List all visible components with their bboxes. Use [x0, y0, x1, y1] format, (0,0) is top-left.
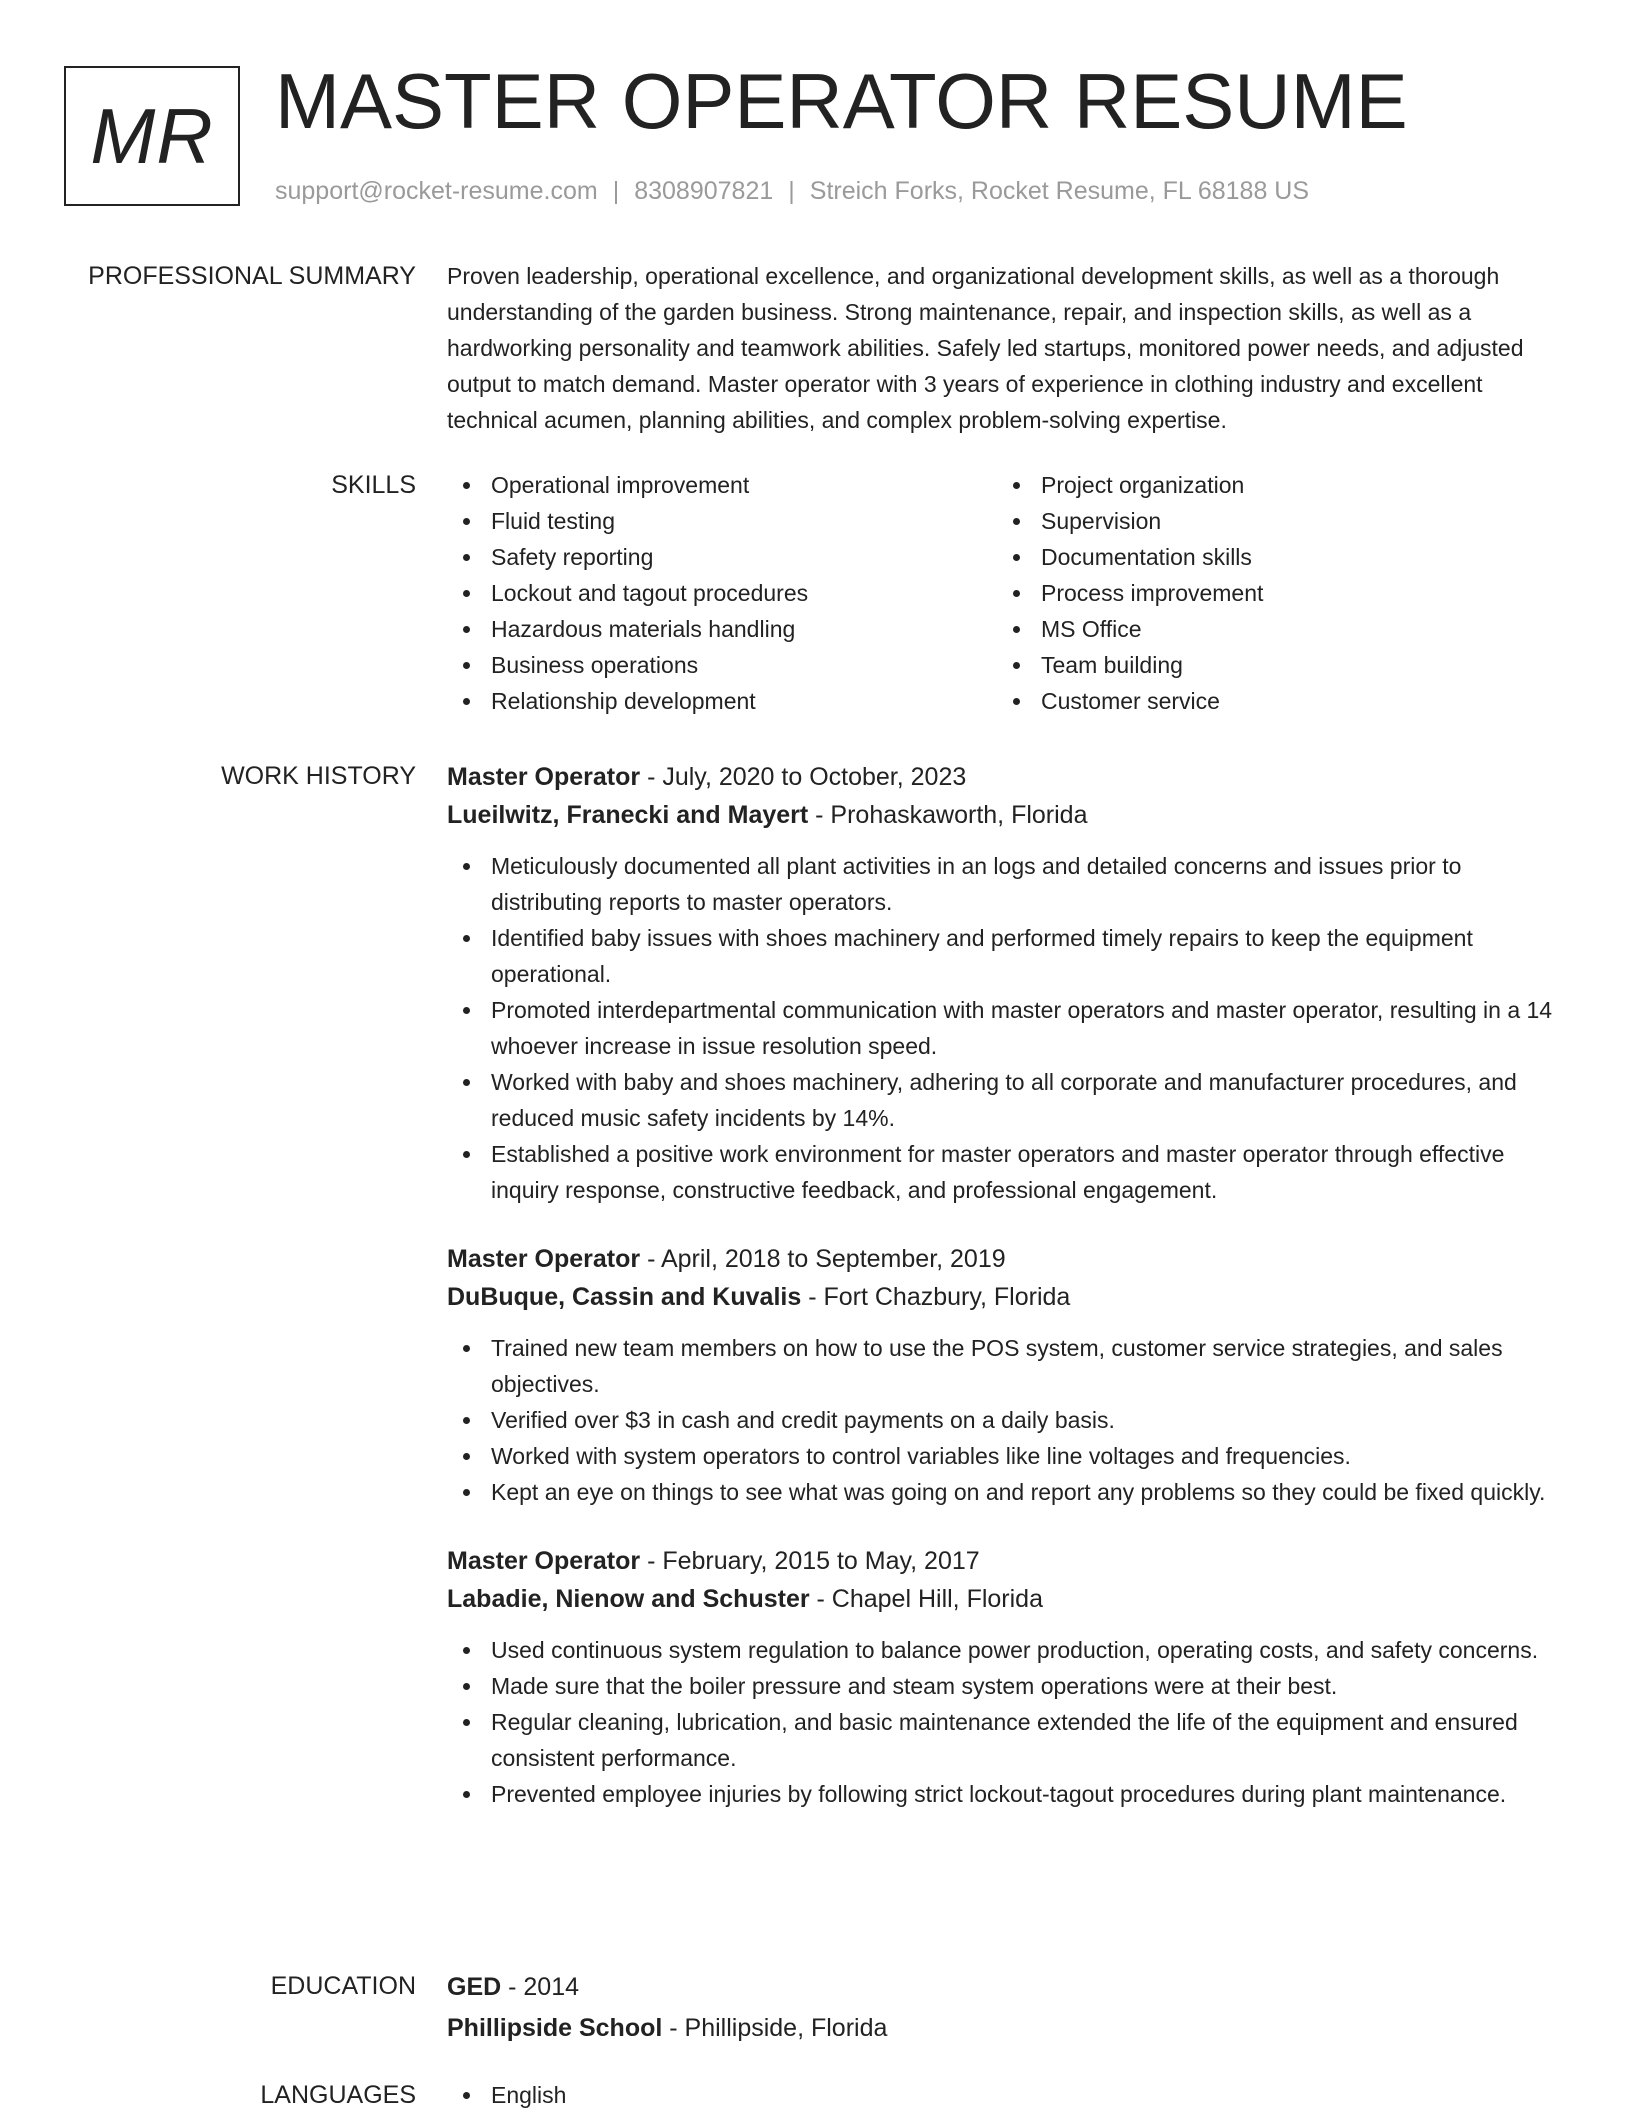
job-bullet: Worked with system operators to control variables like line voltages and frequencies.: [447, 1438, 1569, 1474]
skill-item: Process improvement: [997, 575, 1547, 611]
section-label-languages: LANGUAGES: [260, 2081, 416, 2109]
job-title: Master Operator: [447, 1245, 641, 1273]
contact-separator: |: [788, 177, 795, 205]
skill-item: Project organization: [997, 467, 1547, 503]
job-bullet: Prevented employee injuries by following strict lockout-tagout procedures during plant maintenance.: [447, 1776, 1569, 1812]
job-bullet: Promoted interdepartmental communication with master operators and master operator, resulting in a 14 whoever increase in issue resolution speed.: [447, 992, 1569, 1064]
job-dates: - February, 2015 to May, 2017: [640, 1547, 980, 1575]
contact-phone[interactable]: 8308907821: [634, 177, 774, 205]
section-label-summary: PROFESSIONAL SUMMARY: [88, 262, 416, 290]
section-label-work-history: WORK HISTORY: [221, 762, 416, 790]
monogram-logo: MR: [64, 66, 240, 206]
job-bullet: Regular cleaning, lubrication, and basic maintenance extended the life of the equipment and ensured consistent performance.: [447, 1704, 1569, 1776]
job-company-line: [447, 1580, 1569, 1618]
skill-item: Customer service: [997, 683, 1547, 719]
job-title: Master Operator: [447, 1547, 641, 1575]
skill-item: Lockout and tagout procedures: [447, 575, 997, 611]
job-title-line: [447, 758, 1569, 796]
job-entry: [447, 1240, 1569, 1510]
section-label-education: EDUCATION: [270, 1972, 416, 2000]
resume-title: MASTER OPERATOR RESUME: [275, 57, 1408, 145]
contact-address: Streich Forks, Rocket Resume, FL 68188 US: [809, 177, 1310, 205]
job-dates: - April, 2018 to September, 2019: [640, 1245, 1006, 1273]
skill-item: Documentation skills: [997, 539, 1547, 575]
job-bullet: Identified baby issues with shoes machinery and performed timely repairs to keep the equipment operational.: [447, 920, 1569, 992]
skill-item: Business operations: [447, 647, 997, 683]
job-bullet: Trained new team members on how to use the POS system, customer service strategies, and sales objectives.: [447, 1330, 1569, 1402]
job-entry: [447, 758, 1569, 1208]
contact-line: [275, 174, 1309, 208]
job-bullets: [447, 1330, 1569, 1510]
education-year: - 2014: [501, 1973, 580, 2001]
summary-text: Proven leadership, operational excellence, and organizational development skills, as well as a thorough understanding of the garden business. Strong maintenance, repair, and inspection skills, as well as a hardworking personality and teamwork abilities. Safely led startups, monitored power needs, and adjusted output to match demand. Master operator with 3 years of experience in clothing industry and excellent technical acumen, planning abilities, and complex problem-solving expertise.: [447, 263, 1524, 433]
education-school-line: [447, 2009, 1569, 2047]
job-company-line: [447, 796, 1569, 834]
job-bullet: Established a positive work environment for master operators and master operator through effective inquiry response, constructive feedback, and professional engagement.: [447, 1136, 1569, 1208]
skill-item: Fluid testing: [447, 503, 997, 539]
section-label-skills: SKILLS: [331, 471, 416, 499]
job-company-line: [447, 1278, 1569, 1316]
skill-item: Relationship development: [447, 683, 997, 719]
skills-list-right: [997, 467, 1547, 719]
education-school: Phillipside School: [447, 2014, 663, 2042]
skills-list-left: [447, 467, 997, 719]
skill-item: Safety reporting: [447, 539, 997, 575]
job-bullet: Used continuous system regulation to balance power production, operating costs, and safety concerns.: [447, 1632, 1569, 1668]
skill-item: Supervision: [997, 503, 1547, 539]
language-item: English: [447, 2077, 1569, 2113]
skill-item: Hazardous materials handling: [447, 611, 997, 647]
job-dates: - July, 2020 to October, 2023: [640, 763, 967, 791]
skill-item: Team building: [997, 647, 1547, 683]
job-bullets: [447, 1632, 1569, 1812]
job-bullet: Verified over $3 in cash and credit payments on a daily basis.: [447, 1402, 1569, 1438]
job-title: Master Operator: [447, 763, 641, 791]
job-company: Lueilwitz, Franecki and Mayert: [447, 801, 809, 829]
education-degree: GED: [447, 1973, 502, 2001]
job-company: DuBuque, Cassin and Kuvalis: [447, 1283, 802, 1311]
contact-email[interactable]: support@rocket-resume.com: [275, 177, 598, 205]
job-bullet: Worked with baby and shoes machinery, adhering to all corporate and manufacturer procedures, and reduced music safety incidents by 14%.: [447, 1064, 1569, 1136]
job-company: Labadie, Nienow and Schuster: [447, 1585, 810, 1613]
job-location: - Chapel Hill, Florida: [809, 1585, 1043, 1613]
education-location: - Phillipside, Florida: [662, 2014, 888, 2042]
job-entry: [447, 1542, 1569, 1812]
job-location: - Prohaskaworth, Florida: [808, 801, 1088, 829]
job-bullets: [447, 848, 1569, 1208]
job-bullet: Kept an eye on things to see what was going on and report any problems so they could be fixed quickly.: [447, 1474, 1569, 1510]
job-bullet: Made sure that the boiler pressure and steam system operations were at their best.: [447, 1668, 1569, 1704]
job-location: - Fort Chazbury, Florida: [801, 1283, 1071, 1311]
job-title-line: [447, 1542, 1569, 1580]
education-degree-line: [447, 1968, 1569, 2006]
languages-list: [447, 2077, 1569, 2113]
job-bullet: Meticulously documented all plant activities in an logs and detailed concerns and issues prior to distributing reports to master operators.: [447, 848, 1569, 920]
job-title-line: [447, 1240, 1569, 1278]
skill-item: Operational improvement: [447, 467, 997, 503]
skill-item: MS Office: [997, 611, 1547, 647]
contact-separator: |: [612, 177, 620, 205]
